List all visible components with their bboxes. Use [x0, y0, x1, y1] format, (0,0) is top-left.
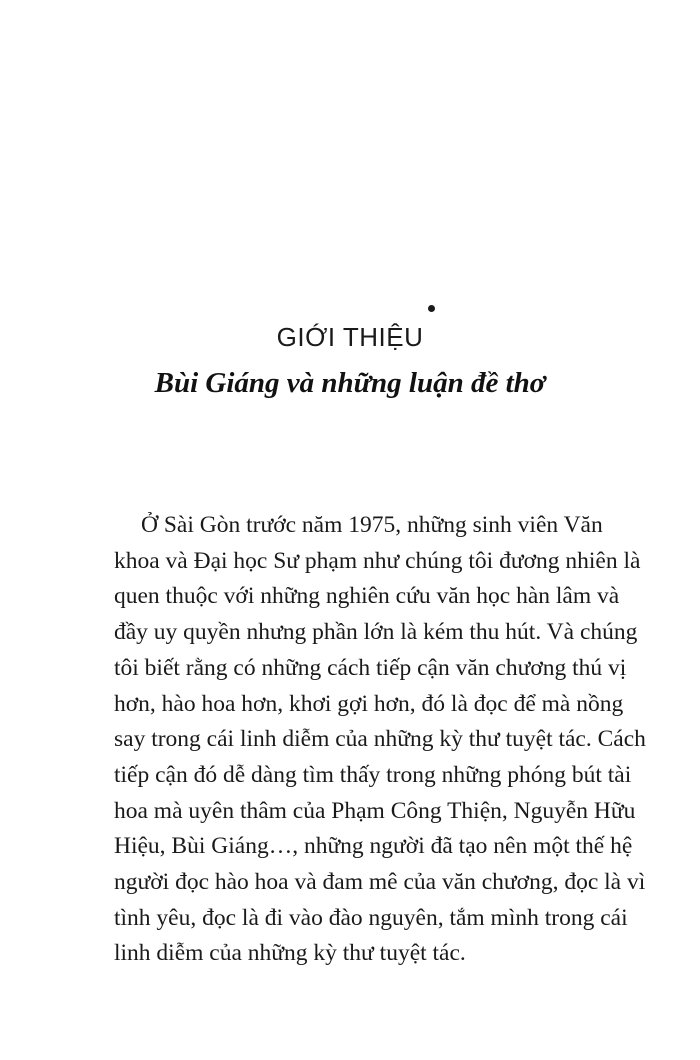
- paragraph-line: quen thuộc với những nghiên cứu văn học hàn lâm và: [114, 583, 620, 610]
- paragraph-line: tôi biết rằng có những cách tiếp cận văn chương thú vị: [114, 654, 627, 681]
- paragraph-line: tình yêu, đọc là đi vào đào nguyên, tắm mình trong cái: [114, 904, 628, 931]
- paragraph-line: hoa mà uyên thâm của Phạm Công Thiện, Nguyễn Hữu: [114, 797, 636, 824]
- paragraph-line: say trong cái linh diễm của những kỳ thư tuyệt tác. Cách: [114, 726, 646, 753]
- paragraph-line: khoa và Đại học Sư phạm như chúng tôi đương nhiên là: [114, 547, 641, 574]
- section-heading: GIỚI THIỆU: [276, 322, 424, 352]
- body-paragraph: [114, 508, 646, 972]
- paragraph-line: Hiệu, Bùi Giáng…, những người đã tạo nên một thế hệ: [114, 833, 633, 860]
- paragraph-line: tiếp cận đó dễ dàng tìm thấy trong những phóng bút tài: [114, 761, 632, 788]
- paragraph-line: linh diễm của những kỳ thư tuyệt tác.: [114, 940, 466, 967]
- paragraph-line: đầy uy quyền nhưng phần lớn là kém thu hút. Và chúng: [114, 619, 638, 646]
- paragraph-line: người đọc hào hoa và đam mê của văn chương, đọc là vì: [114, 869, 646, 896]
- paragraph-line: hơn, hào hoa hơn, khơi gợi hơn, đó là đọc để mà nồng: [114, 690, 624, 717]
- ornament-dot: [428, 305, 435, 312]
- paragraph-line: Ở Sài Gòn trước năm 1975, những sinh viên Văn: [141, 512, 603, 538]
- section-subtitle: Bùi Giáng và những luận đề thơ: [154, 367, 546, 399]
